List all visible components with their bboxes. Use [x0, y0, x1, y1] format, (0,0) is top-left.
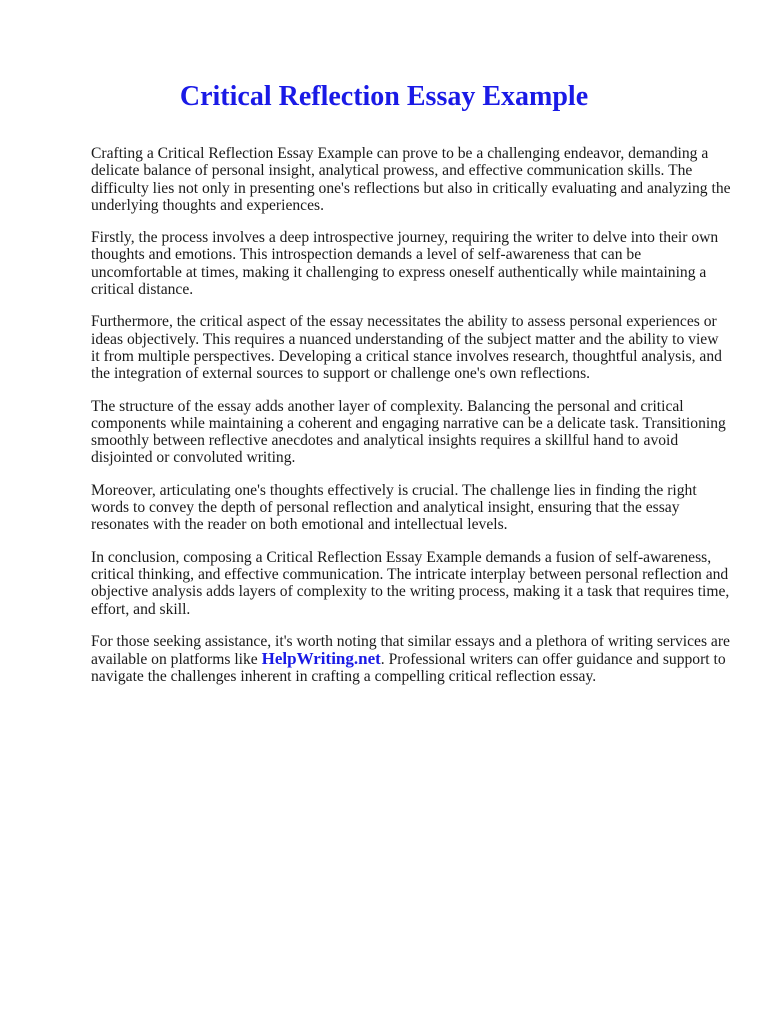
paragraph-7-before-link: For those seeking assistance, it's worth noting that similar essays and a plethora of writing services are available on platforms like [91, 632, 730, 669]
essay-body [91, 145, 731, 701]
page-title: Critical Reflection Essay Example [179, 81, 589, 112]
paragraph-7 [91, 633, 731, 686]
paragraph-5: Moreover, articulating one's thoughts effectively is crucial. The challenge lies in finding the right words to convey the depth of personal reflection and analytical insight, ensuring that the essay resonates with the reader on both emotional and intellectual levels. [91, 481, 697, 534]
paragraph-7-after-link: . Professional writers can offer guidance and support to navigate the challenges inherent in crafting a compelling critical reflection essay. [91, 651, 726, 686]
paragraph-3: Furthermore, the critical aspect of the essay necessitates the ability to assess personal experiences or ideas objectively. This requires a nuanced understanding of the subject matter and the ability to view it from multiple perspectives. Developing a critical stance involves research, thoughtful analysis, and the integration of external sources to support or challenge one's own reflections. [91, 313, 722, 383]
paragraph-1: Crafting a Critical Reflection Essay Example can prove to be a challenging endeavor, demanding a delicate balance of personal insight, analytical prowess, and effective communication skills. The difficulty lies not only in presenting one's reflections but also in critically evaluating and analyzing the underlying thoughts and experiences. [91, 145, 731, 214]
paragraph-6: In conclusion, composing a Critical Reflection Essay Example demands a fusion of self-awareness, critical thinking, and effective communication. The intricate interplay between personal reflection and objective analysis adds layers of complexity to the writing process, making it a task that requires time, effort, and skill. [91, 548, 730, 618]
helpwriting-link[interactable]: HelpWriting.net [261, 649, 381, 669]
paragraph-2: Firstly, the process involves a deep introspective journey, requiring the writer to delve into their own thoughts and emotions. This introspection demands a level of self-awareness that can be uncomfortable at times, making it challenging to express oneself authentically while maintaining a critical distance. [91, 229, 719, 299]
paragraph-4: The structure of the essay adds another layer of complexity. Balancing the personal and critical components while maintaining a coherent and engaging narrative can be a delicate task. Transitioning smoothly between reflective anecdotes and analytical insights requires a skillful hand to avoid disjointed or convoluted writing. [91, 397, 726, 467]
